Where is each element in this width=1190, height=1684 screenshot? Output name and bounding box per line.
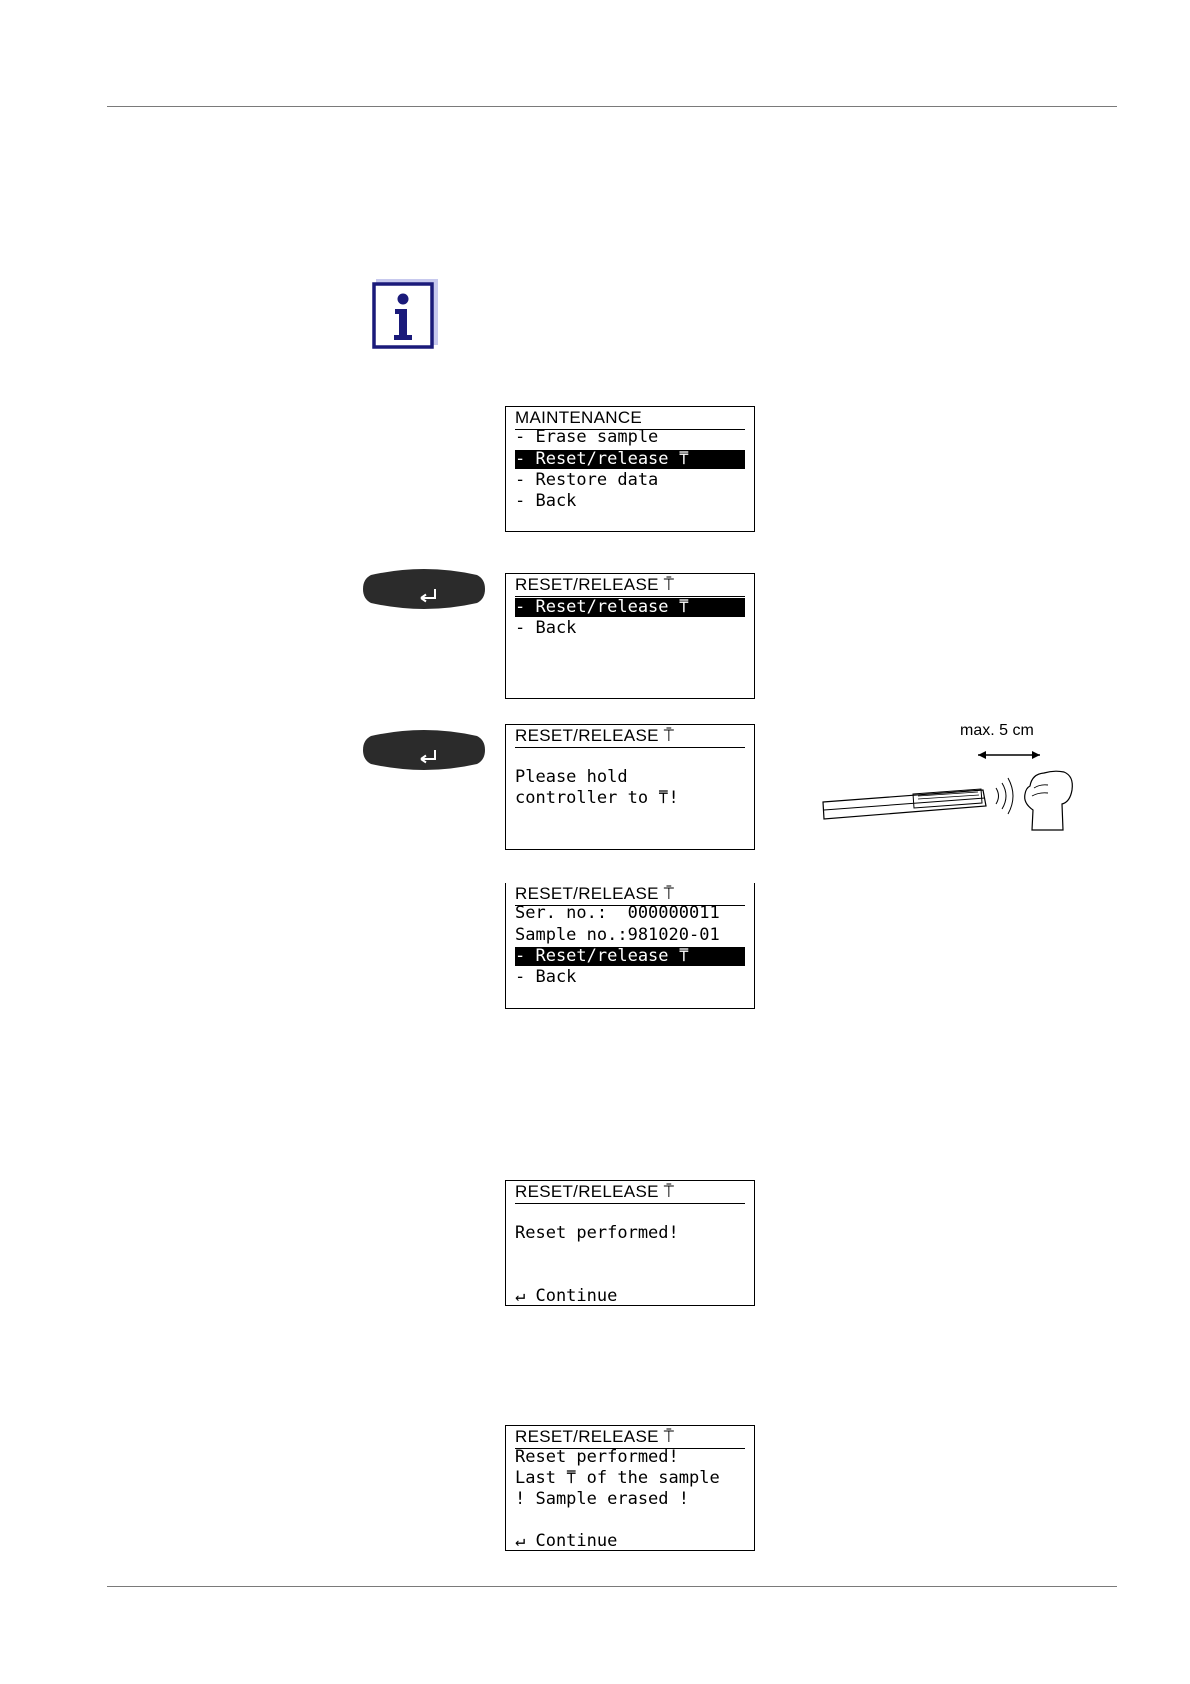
lcd-line-blank xyxy=(515,1511,745,1530)
lcd-screen-sample-details xyxy=(505,883,755,1009)
header-rule xyxy=(107,106,1117,107)
lcd-screen-hold-controller xyxy=(505,724,755,850)
menu-item-erase-sample[interactable]: - Erase sample xyxy=(515,428,659,447)
menu-item-back[interactable]: - Back xyxy=(515,968,577,987)
distance-label: max. 5 cm xyxy=(960,722,1034,739)
lcd-title: RESET/RELEASE ⍑ xyxy=(515,1426,745,1449)
lcd-title: MAINTENANCE xyxy=(515,407,745,430)
lcd-message-line: Reset performed! xyxy=(515,1224,679,1243)
menu-item-restore-data[interactable]: - Restore data xyxy=(515,471,659,490)
lcd-screen-reset-release-menu xyxy=(505,573,755,699)
continue-prompt[interactable]: ↵ Continue xyxy=(515,1287,618,1306)
menu-item-reset-release[interactable]: - Reset/release ⍑ xyxy=(515,598,745,617)
continue-prompt[interactable]: ↵ Continue xyxy=(515,1532,618,1551)
lcd-screen-sample-erased xyxy=(505,1425,755,1551)
enter-key-icon[interactable] xyxy=(361,726,487,774)
lcd-title: RESET/RELEASE ⍑ xyxy=(515,725,745,748)
footer-rule xyxy=(107,1586,1117,1587)
sample-number-line: Sample no.:981020-01 xyxy=(515,926,720,945)
lcd-message-line: Last ⍑ of the sample xyxy=(515,1469,720,1488)
lcd-screen-reset-performed xyxy=(505,1180,755,1306)
lcd-line-blank xyxy=(515,1203,745,1222)
controller-proximity-figure xyxy=(818,748,1078,836)
serial-number-line: Ser. no.: 000000011 xyxy=(515,904,720,923)
lcd-line-blank xyxy=(515,1266,745,1285)
lcd-title: RESET/RELEASE ⍑ xyxy=(515,1181,745,1204)
info-icon xyxy=(372,279,438,349)
menu-item-back[interactable]: - Back xyxy=(515,619,577,638)
lcd-message-line: Please hold xyxy=(515,768,628,787)
lcd-screen-maintenance xyxy=(505,406,755,532)
enter-key-icon[interactable] xyxy=(361,565,487,613)
lcd-message-line: Reset performed! xyxy=(515,1448,679,1467)
lcd-title: RESET/RELEASE ⍑ xyxy=(515,883,745,906)
menu-item-reset-release[interactable]: - Reset/release ⍑ xyxy=(515,947,745,966)
lcd-line-blank xyxy=(515,747,745,766)
menu-item-back[interactable]: - Back xyxy=(515,492,577,511)
menu-item-reset-release[interactable]: - Reset/release ⍑ xyxy=(515,450,745,469)
lcd-message-line: ! Sample erased ! xyxy=(515,1490,689,1509)
lcd-line-blank xyxy=(515,1245,745,1264)
lcd-message-line: controller to ⍑! xyxy=(515,789,679,808)
lcd-title: RESET/RELEASE ⍑ xyxy=(515,574,745,597)
